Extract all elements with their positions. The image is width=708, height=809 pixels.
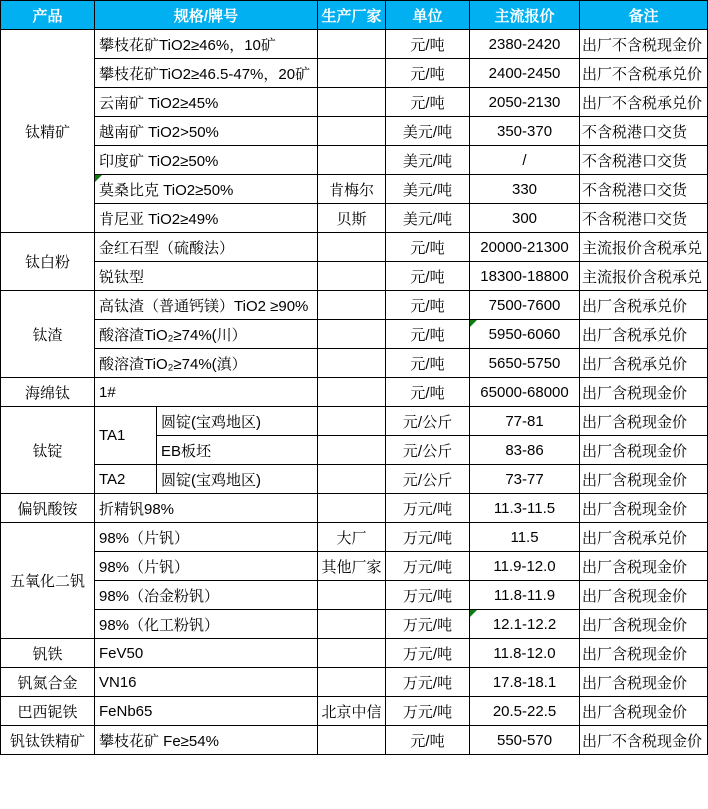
- remark-cell: 出厂含税承兑价: [580, 320, 708, 349]
- unit-cell: 元/公斤: [386, 407, 470, 436]
- remark-cell: 出厂含税现金价: [580, 436, 708, 465]
- price-cell: 5650-5750: [470, 349, 580, 378]
- table-row: [1, 523, 708, 552]
- table-row: [1, 378, 708, 407]
- table-row: [1, 494, 708, 523]
- price-cell: 11.8-12.0: [470, 639, 580, 668]
- spec-cell: 酸溶渣TiO₂≥74%(川）: [95, 320, 318, 349]
- remark-cell: 不含税港口交货: [580, 117, 708, 146]
- manufacturer-cell: [318, 378, 386, 407]
- price-cell: 550-570: [470, 726, 580, 755]
- manufacturer-cell: [318, 465, 386, 494]
- spec-cell: 攀枝花矿TiO2≥46%，10矿: [95, 30, 318, 59]
- price-cell: 300: [470, 204, 580, 233]
- spec-cell: EB板坯: [157, 436, 318, 465]
- product-group-cell: 钛锭: [1, 407, 95, 494]
- price-cell: 11.9-12.0: [470, 552, 580, 581]
- table-row: [1, 465, 708, 494]
- unit-cell: 元/吨: [386, 30, 470, 59]
- table-row: [1, 552, 708, 581]
- unit-cell: 万元/吨: [386, 668, 470, 697]
- price-cell: 83-86: [470, 436, 580, 465]
- unit-cell: 万元/吨: [386, 552, 470, 581]
- unit-cell: 元/吨: [386, 291, 470, 320]
- unit-cell: 美元/吨: [386, 117, 470, 146]
- header-row: [1, 1, 708, 30]
- spec-cell: 圆锭(宝鸡地区): [157, 465, 318, 494]
- remark-cell: 出厂不含税承兑价: [580, 88, 708, 117]
- spec-cell: [95, 175, 318, 204]
- table-row: [1, 117, 708, 146]
- price-cell: 17.8-18.1: [470, 668, 580, 697]
- spec-cell: 98%（化工粉钒）: [95, 610, 318, 639]
- price-cell: 2400-2450: [470, 59, 580, 88]
- remark-cell: 主流报价含税承兑: [580, 262, 708, 291]
- unit-cell: 万元/吨: [386, 697, 470, 726]
- unit-cell: 元/吨: [386, 378, 470, 407]
- price-cell: 7500-7600: [470, 291, 580, 320]
- table-row: [1, 146, 708, 175]
- price-cell: 73-77: [470, 465, 580, 494]
- price-cell: 20000-21300: [470, 233, 580, 262]
- product-group-cell: 钛精矿: [1, 30, 95, 233]
- price-cell: 11.5: [470, 523, 580, 552]
- manufacturer-cell: [318, 639, 386, 668]
- manufacturer-cell: [318, 436, 386, 465]
- spec-cell: 肯尼亚 TiO2≥49%: [95, 204, 318, 233]
- table-row: [1, 291, 708, 320]
- manufacturer-cell: 贝斯: [318, 204, 386, 233]
- price-cell: 2380-2420: [470, 30, 580, 59]
- remark-cell: 出厂含税现金价: [580, 639, 708, 668]
- price-cell: 11.8-11.9: [470, 581, 580, 610]
- price-cell: 20.5-22.5: [470, 697, 580, 726]
- manufacturer-cell: [318, 262, 386, 291]
- spec-cell: FeNb65: [95, 697, 318, 726]
- header-manufacturer: 生产厂家: [318, 1, 386, 30]
- remark-cell: 出厂含税现金价: [580, 668, 708, 697]
- unit-cell: 元/吨: [386, 59, 470, 88]
- spec-cell: 云南矿 TiO2≥45%: [95, 88, 318, 117]
- unit-cell: 万元/吨: [386, 610, 470, 639]
- unit-cell: 万元/吨: [386, 494, 470, 523]
- table-row: [1, 610, 708, 639]
- product-group-cell: 巴西铌铁: [1, 697, 95, 726]
- unit-cell: 元/吨: [386, 349, 470, 378]
- price-cell: 350-370: [470, 117, 580, 146]
- spec-text: 莫桑比克 TiO2≥50%: [99, 181, 234, 199]
- cell-error-flag-icon: [95, 175, 102, 182]
- product-group-cell: 钒铁: [1, 639, 95, 668]
- table-row: [1, 320, 708, 349]
- remark-cell: 出厂含税现金价: [580, 494, 708, 523]
- table-row: [1, 204, 708, 233]
- remark-cell: 出厂不含税承兑价: [580, 59, 708, 88]
- remark-cell: 出厂含税承兑价: [580, 291, 708, 320]
- product-group-cell: 海绵钛: [1, 378, 95, 407]
- manufacturer-cell: 肯梅尔: [318, 175, 386, 204]
- grade-cell: TA1: [95, 407, 157, 465]
- table-row: [1, 233, 708, 262]
- remark-cell: 出厂含税现金价: [580, 581, 708, 610]
- table-row: [1, 726, 708, 755]
- table-row: [1, 349, 708, 378]
- unit-cell: 万元/吨: [386, 581, 470, 610]
- manufacturer-cell: 北京中信: [318, 697, 386, 726]
- remark-cell: 主流报价含税承兑: [580, 233, 708, 262]
- remark-cell: 出厂不含税现金价: [580, 30, 708, 59]
- spec-cell: 攀枝花矿 Fe≥54%: [95, 726, 318, 755]
- manufacturer-cell: [318, 320, 386, 349]
- spec-cell: 圆锭(宝鸡地区): [157, 407, 318, 436]
- price-cell: 65000-68000: [470, 378, 580, 407]
- unit-cell: 元/吨: [386, 88, 470, 117]
- product-group-cell: 钒氮合金: [1, 668, 95, 697]
- manufacturer-cell: [318, 668, 386, 697]
- manufacturer-cell: [318, 407, 386, 436]
- product-group-cell: 偏钒酸铵: [1, 494, 95, 523]
- spec-cell: 98%（片钒）: [95, 552, 318, 581]
- spec-cell: 攀枝花矿TiO2≥46.5-47%，20矿: [95, 59, 318, 88]
- header-product: 产品: [1, 1, 95, 30]
- table-row: [1, 30, 708, 59]
- manufacturer-cell: 其他厂家: [318, 552, 386, 581]
- remark-cell: 出厂含税现金价: [580, 407, 708, 436]
- remark-cell: 不含税港口交货: [580, 146, 708, 175]
- table-row: [1, 407, 708, 436]
- remark-cell: 出厂含税现金价: [580, 465, 708, 494]
- remark-cell: 出厂含税承兑价: [580, 349, 708, 378]
- price-cell: 11.3-11.5: [470, 494, 580, 523]
- header-price: 主流报价: [470, 1, 580, 30]
- table-row: [1, 639, 708, 668]
- cell-error-flag-icon: [470, 610, 477, 617]
- price-cell: 77-81: [470, 407, 580, 436]
- spec-cell: 锐钛型: [95, 262, 318, 291]
- spec-cell: 高钛渣（普通钙镁）TiO2 ≥90%: [95, 291, 318, 320]
- spec-cell: 金红石型（硫酸法）: [95, 233, 318, 262]
- manufacturer-cell: [318, 30, 386, 59]
- table-row: [1, 697, 708, 726]
- unit-cell: 元/吨: [386, 262, 470, 291]
- unit-cell: 元/吨: [386, 233, 470, 262]
- cell-error-flag-icon: [470, 320, 477, 327]
- manufacturer-cell: [318, 146, 386, 175]
- unit-cell: 元/吨: [386, 726, 470, 755]
- manufacturer-cell: [318, 349, 386, 378]
- unit-cell: 万元/吨: [386, 523, 470, 552]
- table-row: [1, 59, 708, 88]
- table-row: [1, 262, 708, 291]
- price-text: 12.1-12.2: [492, 615, 557, 633]
- spec-cell: 印度矿 TiO2≥50%: [95, 146, 318, 175]
- header-remark: 备注: [580, 1, 708, 30]
- unit-cell: 美元/吨: [386, 175, 470, 204]
- header-unit: 单位: [386, 1, 470, 30]
- manufacturer-cell: [318, 494, 386, 523]
- remark-cell: 出厂含税现金价: [580, 610, 708, 639]
- spec-cell: FeV50: [95, 639, 318, 668]
- remark-cell: 出厂含税现金价: [580, 552, 708, 581]
- price-cell: 2050-2130: [470, 88, 580, 117]
- price-cell: /: [470, 146, 580, 175]
- product-group-cell: 钒钛铁精矿: [1, 726, 95, 755]
- manufacturer-cell: [318, 117, 386, 146]
- unit-cell: 元/公斤: [386, 465, 470, 494]
- unit-cell: 万元/吨: [386, 639, 470, 668]
- table-row: [1, 668, 708, 697]
- remark-cell: 不含税港口交货: [580, 204, 708, 233]
- table-row: [1, 175, 708, 204]
- spec-cell: 1#: [95, 378, 318, 407]
- unit-cell: 美元/吨: [386, 146, 470, 175]
- remark-cell: 出厂不含税现金价: [580, 726, 708, 755]
- manufacturer-cell: 大厂: [318, 523, 386, 552]
- manufacturer-cell: [318, 233, 386, 262]
- price-cell: 18300-18800: [470, 262, 580, 291]
- table-row: [1, 581, 708, 610]
- remark-cell: 不含税港口交货: [580, 175, 708, 204]
- product-group-cell: 钛渣: [1, 291, 95, 378]
- table-row: [1, 88, 708, 117]
- price-text: 5950-6060: [488, 325, 561, 343]
- manufacturer-cell: [318, 88, 386, 117]
- spec-cell: 98%（冶金粉钒）: [95, 581, 318, 610]
- price-cell: [470, 320, 580, 349]
- remark-cell: 出厂含税现金价: [580, 697, 708, 726]
- manufacturer-cell: [318, 291, 386, 320]
- grade-cell: TA2: [95, 465, 157, 494]
- remark-cell: 出厂含税现金价: [580, 378, 708, 407]
- remark-cell: 出厂含税承兑价: [580, 523, 708, 552]
- unit-cell: 美元/吨: [386, 204, 470, 233]
- spec-cell: 98%（片钒）: [95, 523, 318, 552]
- spec-cell: 酸溶渣TiO₂≥74%(滇）: [95, 349, 318, 378]
- unit-cell: 元/吨: [386, 320, 470, 349]
- product-group-cell: 钛白粉: [1, 233, 95, 291]
- manufacturer-cell: [318, 726, 386, 755]
- spec-cell: 折精钒98%: [95, 494, 318, 523]
- manufacturer-cell: [318, 610, 386, 639]
- product-group-cell: 五氧化二钒: [1, 523, 95, 639]
- unit-cell: 元/公斤: [386, 436, 470, 465]
- manufacturer-cell: [318, 581, 386, 610]
- spec-cell: VN16: [95, 668, 318, 697]
- header-spec: 规格/牌号: [95, 1, 318, 30]
- manufacturer-cell: [318, 59, 386, 88]
- price-cell: 330: [470, 175, 580, 204]
- price-cell: [470, 610, 580, 639]
- spec-cell: 越南矿 TiO2>50%: [95, 117, 318, 146]
